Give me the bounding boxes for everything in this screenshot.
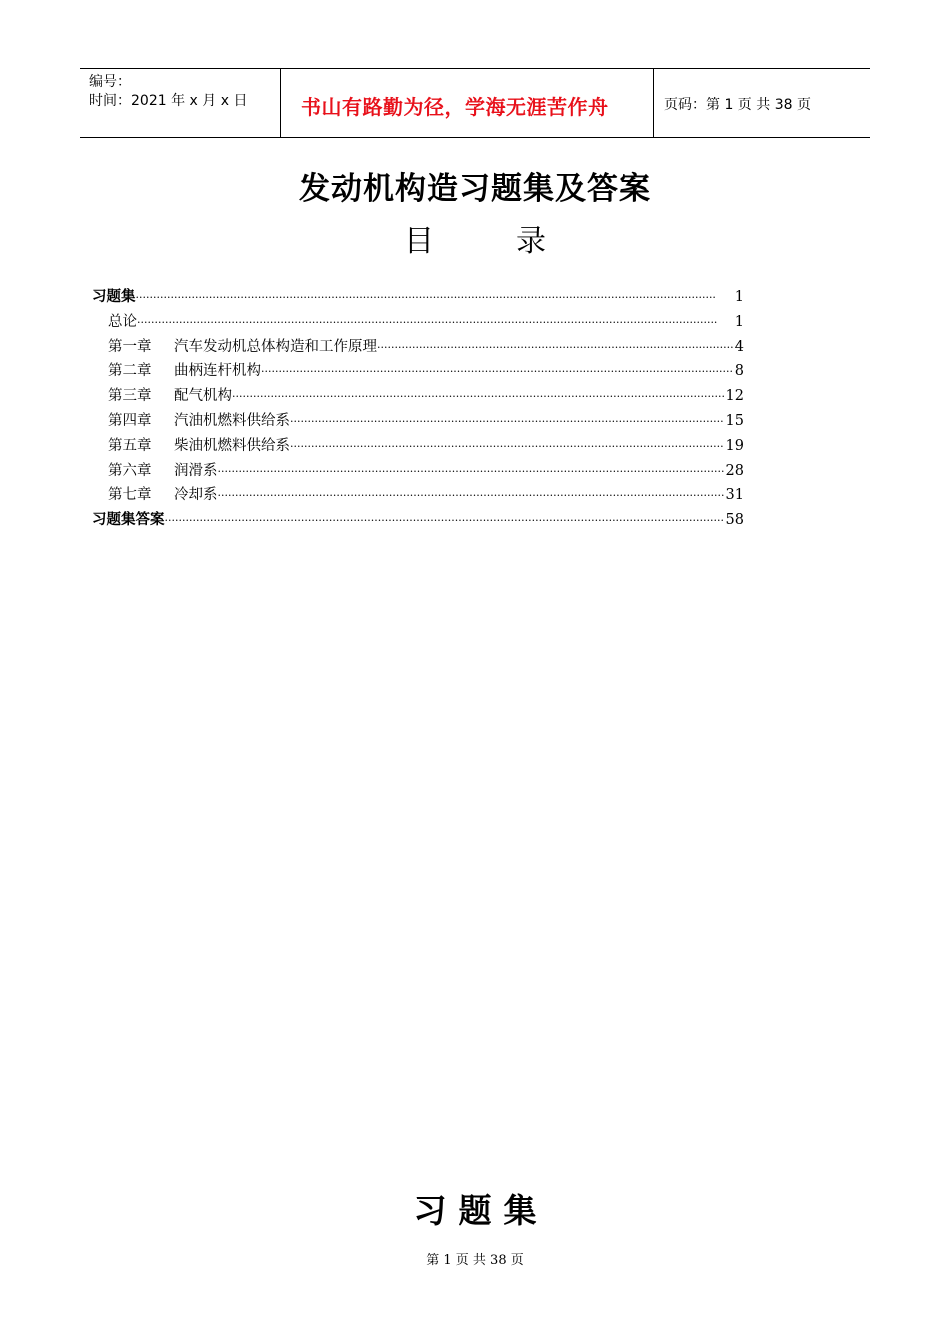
toc-entry-label: 曲柄连杆机构 (174, 363, 261, 380)
toc-entry[interactable] (92, 483, 744, 508)
page-footer: 第 1 页 共 38 页 (426, 1253, 524, 1268)
toc-entry-label: 汽车发动机总体构造和工作原理 (174, 338, 377, 355)
section-title (0, 1185, 950, 1232)
table-of-contents (92, 285, 744, 533)
toc-entry-page: 8 (734, 363, 744, 380)
document-number: 编号： (89, 74, 131, 90)
toc-entry-page: 1 (734, 313, 744, 330)
toc-dot-leader (137, 314, 733, 330)
motto-text: 书山有路勤为径，学海无涯苦作舟 (301, 94, 609, 119)
toc-entry-page: 31 (725, 487, 744, 504)
section-title-char: 习 (413, 1191, 447, 1230)
toc-entry-page: 58 (725, 512, 744, 529)
section-title-char: 集 (503, 1191, 537, 1230)
toc-entry-chapter: 第二章 (108, 363, 152, 380)
toc-entry-chapter: 第四章 (108, 412, 152, 429)
toc-entry-page: 28 (725, 462, 744, 479)
toc-dot-leader (165, 512, 724, 528)
toc-entry-chapter: 第一章 (108, 338, 152, 355)
page-header (80, 68, 870, 138)
toc-entry-chapter: 第七章 (108, 487, 152, 504)
toc-entry[interactable] (92, 508, 744, 533)
toc-entry[interactable] (92, 384, 744, 409)
toc-entry-page: 12 (725, 388, 744, 405)
toc-heading-char: 录 (516, 224, 546, 259)
toc-entry-label: 汽油机燃料供给系 (174, 412, 290, 429)
toc-dot-leader (290, 413, 724, 429)
toc-entry-label: 润滑系 (174, 462, 218, 479)
toc-heading-char: 目 (404, 224, 434, 259)
toc-dot-leader (261, 363, 733, 379)
section-title-char: 题 (458, 1191, 492, 1230)
toc-entry-label: 总论 (108, 313, 137, 330)
toc-dot-leader (290, 438, 724, 454)
toc-entry-label: 柴油机燃料供给系 (174, 437, 290, 454)
toc-entry[interactable] (92, 434, 744, 459)
document-title: 发动机构造习题集及答案 (299, 171, 651, 207)
toc-entry-page: 4 (734, 338, 744, 355)
toc-entry-page: 15 (725, 412, 744, 429)
header-meta (80, 69, 281, 137)
toc-dot-leader (232, 388, 724, 404)
toc-entry[interactable] (92, 409, 744, 434)
toc-entry[interactable] (92, 359, 744, 384)
toc-entry-chapter: 第五章 (108, 437, 152, 454)
toc-heading (0, 216, 950, 260)
header-page-cell (654, 69, 870, 137)
toc-entry[interactable] (92, 459, 744, 484)
toc-entry[interactable] (92, 285, 744, 310)
toc-entry[interactable] (92, 335, 744, 360)
toc-entry[interactable] (92, 310, 744, 335)
toc-entry-page: 1 (734, 289, 744, 305)
toc-entry-label: 习题集答案 (92, 512, 165, 529)
toc-entry-chapter: 第三章 (108, 388, 152, 405)
toc-entry-page: 19 (725, 437, 744, 454)
document-time: 时间：2021 年 x 月 x 日 (89, 93, 248, 109)
toc-entry-chapter: 第六章 (108, 462, 152, 479)
toc-entry-label: 习题集 (92, 289, 136, 305)
toc-dot-leader (136, 289, 733, 305)
toc-entry-label: 冷却系 (174, 487, 218, 504)
toc-dot-leader (218, 463, 724, 479)
toc-entry-label: 配气机构 (174, 388, 232, 405)
toc-dot-leader (218, 487, 724, 503)
header-motto-cell (281, 69, 654, 137)
page-info: 页码：第 1 页 共 38 页 (664, 97, 811, 113)
toc-dot-leader (377, 339, 733, 355)
